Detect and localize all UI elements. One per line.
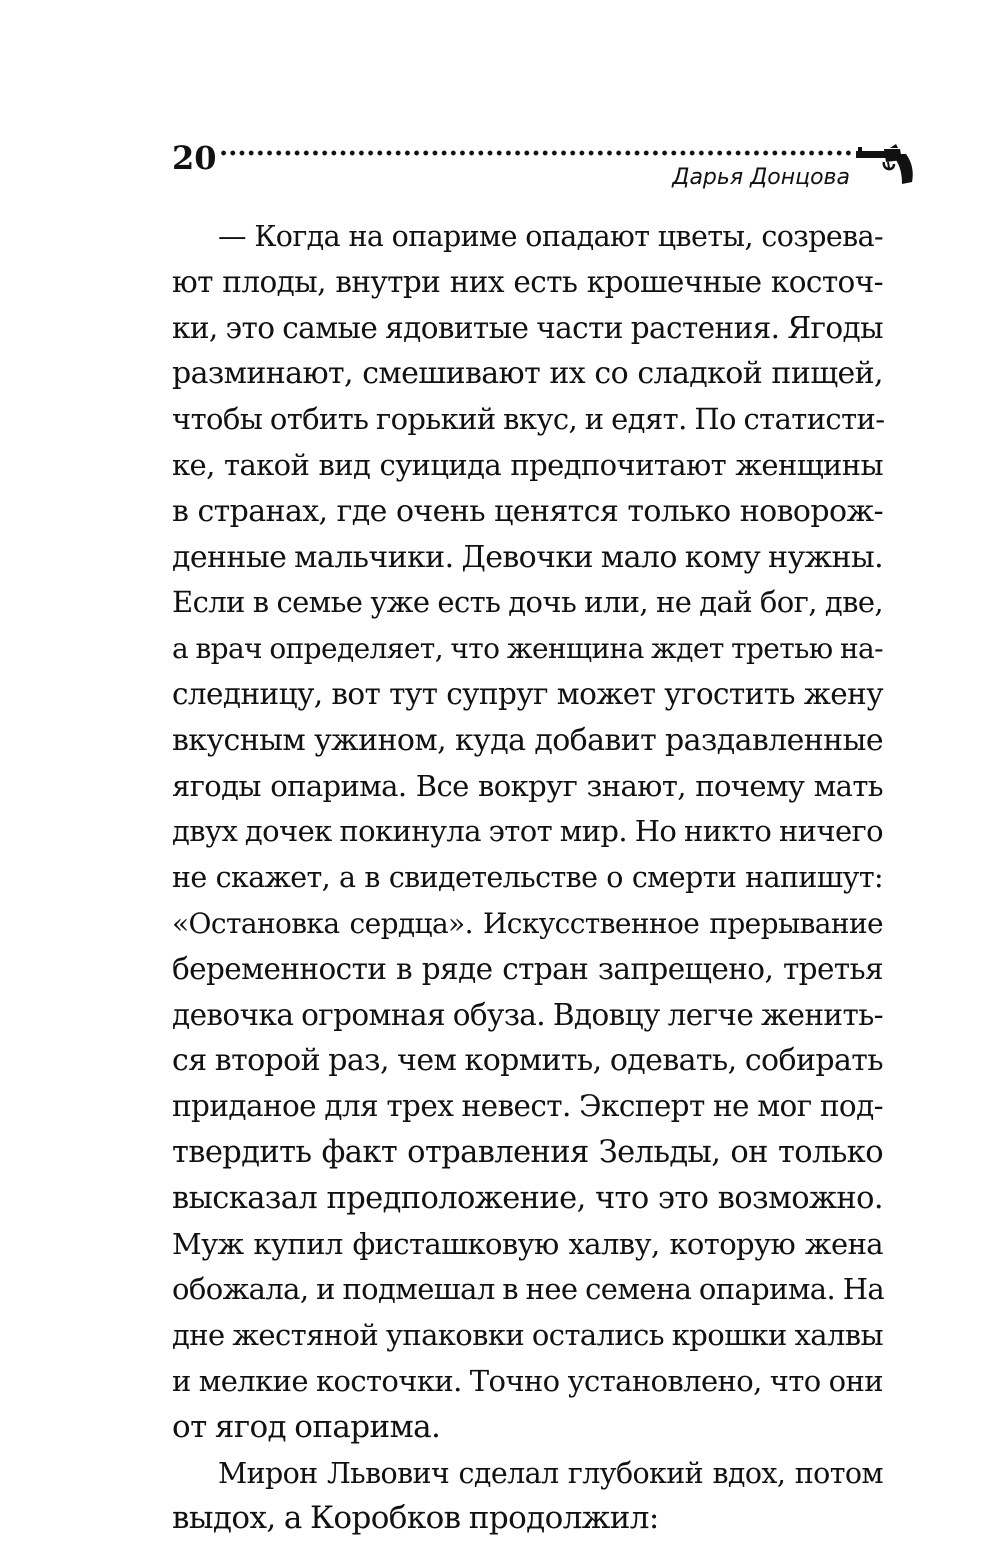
text-line: девочка огромная обуза. Вдовцу легче женить-	[172, 997, 884, 1032]
revolver-icon	[856, 142, 914, 186]
text-line: твердить факт отравления Зельды, он только	[172, 1134, 883, 1170]
text-line: не скажет, а в свидетельстве о смерти напишут:	[172, 861, 883, 895]
text-line: — Когда на опариме опадают цветы, созрева-	[218, 220, 883, 253]
text-line: обожала, и подмешал в нее семена опарима. На	[172, 1272, 885, 1307]
text-line: выдох, а Коробков продолжил:	[172, 1500, 659, 1537]
text-line: а врач определяет, что женщина ждет третью на-	[172, 632, 883, 666]
text-line: следницу, вот тут супруг может угостить жену	[172, 676, 883, 711]
text-line: от ягод опарима.	[172, 1408, 441, 1445]
text-line: чтобы отбить горький вкус, и едят. По статисти-	[172, 402, 885, 437]
text-line: Муж купил фисташковую халву, которую жена	[172, 1226, 883, 1261]
text-line: в странах, где очень ценятся только новорож-	[172, 493, 883, 529]
text-line: высказал предположение, что это возможно.	[172, 1180, 883, 1216]
text-line: разминают, смешивают их со сладкой пищей,	[172, 356, 883, 392]
text-line: ке, такой вид суицида предпочитают женщины	[172, 447, 883, 482]
paragraph	[172, 214, 883, 1451]
text-line: двух дочек покинула этот мир. Но никто ничего	[172, 814, 883, 849]
text-line: и мелкие косточки. Точно установлено, что они	[172, 1363, 883, 1398]
text-line: ся второй раз, чем кормить, одевать, собирать	[172, 1043, 883, 1079]
text-line: «Остановка сердца». Искусственное прерывание	[172, 906, 883, 940]
main-text	[172, 214, 883, 1542]
text-line: вкусным ужином, куда добавит раздавленные	[172, 722, 883, 758]
text-line: ки, это самые ядовитые части растения. Ягоды	[172, 310, 883, 345]
text-line: ют плоды, внутри них есть крошечные косточ-	[172, 264, 883, 299]
text-line: денные мальчики. Девочки мало кому нужны.	[172, 539, 884, 575]
text-line: дне жестяной упаковки остались крошки халвы	[172, 1318, 883, 1353]
page-header	[172, 138, 912, 198]
text-line: ягоды опарима. Все вокруг знают, почему мать	[172, 768, 883, 803]
paragraph	[172, 1451, 883, 1543]
text-line: Если в семье уже есть дочь или, не дай бог, две,	[172, 585, 883, 620]
text-line: приданое для трех невест. Эксперт не мог под-	[172, 1089, 883, 1124]
text-line: Мирон Львович сделал глубокий вдох, потом	[218, 1456, 883, 1490]
dotted-leader	[219, 149, 851, 157]
page-number: 20	[172, 139, 217, 177]
text-line: беременности в ряде стран запрещено, третья	[172, 951, 883, 986]
running-head-author: Дарья Донцова	[672, 165, 850, 190]
